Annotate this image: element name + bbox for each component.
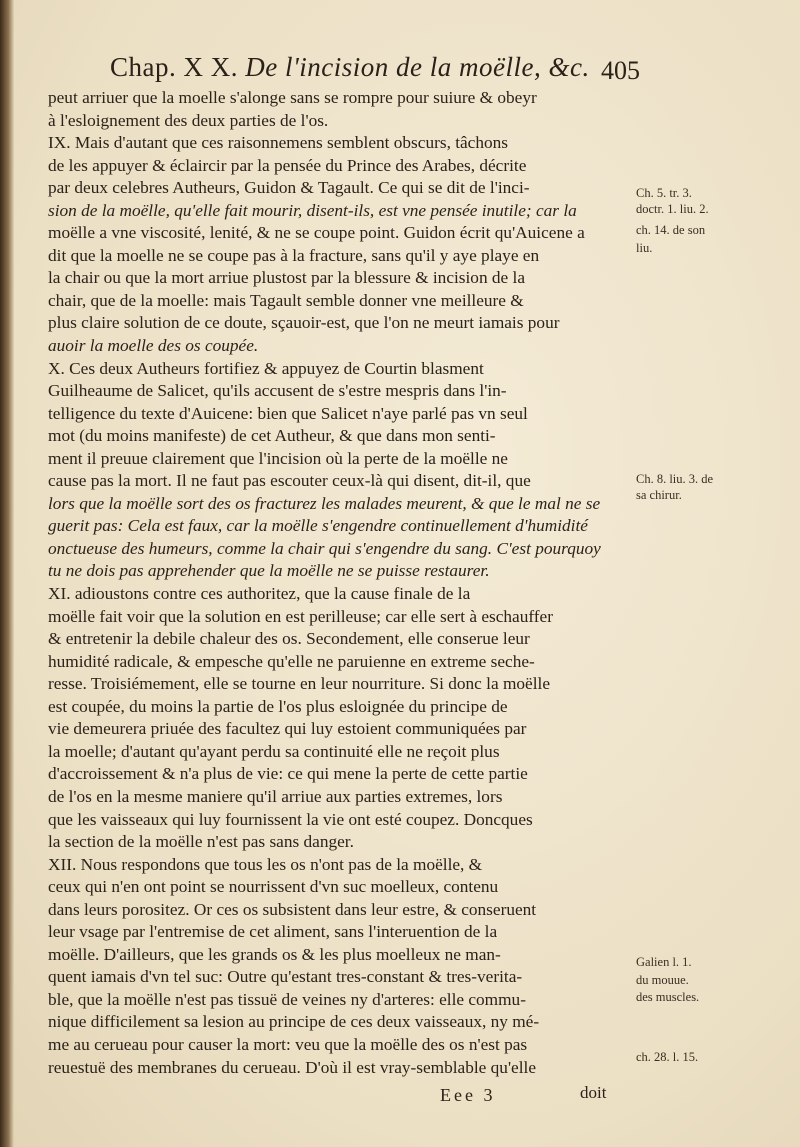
text-line: X. Ces deux Autheurs fortifiez & appuyez de Courtin blasment <box>48 358 484 378</box>
text-line: reuestuë des membranes du cerueau. D'où il est vray-semblable qu'elle <box>48 1057 537 1077</box>
page-number: 405 <box>601 56 640 85</box>
margin-note: ch. 28. l. 15. <box>636 1050 699 1064</box>
margin-note: doctr. 1. liu. 2. <box>636 202 709 216</box>
text-line: lors que la moëlle sort des os fracturez les malades meurent, & que le mal ne se <box>48 493 601 513</box>
text-line: onctueuse des humeurs, comme la chair qui s'engendre du sang. C'est pourquoy <box>48 538 601 558</box>
text-line: humidité radicale, & empesche qu'elle ne paruienne en extreme seche- <box>48 651 535 671</box>
text-line: ment il preuue clairement que l'incision où la perte de la moëlle ne <box>48 448 508 468</box>
body-text <box>48 87 628 1079</box>
text-line: de l'os en la mesme maniere qu'il arriue aux parties extremes, lors <box>48 786 503 806</box>
text-line: vie demeurera priuée des facultez qui luy estoient communiquées par <box>48 719 527 739</box>
text-line: dans leurs porositez. Or ces os subsistent dans leur estre, & conseruent <box>48 899 537 919</box>
catchword: doit <box>580 1083 607 1102</box>
text-line: la moelle; d'autant qu'ayant perdu sa continuité elle ne reçoit plus <box>48 741 500 761</box>
text-line: auoir la moelle des os coupée. <box>48 336 259 356</box>
text-line: ble, que la moëlle n'est pas tissuë de veines ny d'arteres: elle commu- <box>48 989 526 1009</box>
text-line: que les vaisseaux qui luy fournissent la vie ont esté coupez. Doncques <box>48 809 533 829</box>
text-line: me au cerueau pour causer la mort: veu que la moëlle des os n'est pas <box>48 1034 528 1054</box>
margin-note: sa chirur. <box>636 488 682 502</box>
page-gutter <box>0 0 14 1147</box>
text-line: par deux celebres Autheurs, Guidon & Tagault. Ce qui se dit de l'inci- <box>48 178 530 198</box>
text-line: moëlle a vne viscosité, lenité, & ne se coupe point. Guidon écrit qu'Auicene a <box>48 223 585 243</box>
text-line: peut arriuer que la moelle s'alonge sans se rompre pour suiure & obeyr <box>48 88 537 107</box>
text-line: d'accroissement & n'a plus de vie: ce qui mene la perte de cette partie <box>48 764 528 784</box>
text-line: nique difficilement sa lesion au principe de ces deux vaisseaux, ny mé- <box>48 1012 540 1032</box>
text-line: moëlle fait voir que la solution en est perilleuse; car elle sert à eschauffer <box>48 606 553 626</box>
text-line: & entretenir la debile chaleur des os. Secondement, elle conserue leur <box>48 629 530 649</box>
margin-note: Ch. 5. tr. 3. <box>636 186 692 200</box>
text-line: mot (du moins manifeste) de cet Autheur, & que dans mon senti- <box>48 426 496 446</box>
text-line: dit que la moelle ne se coupe pas à la fracture, sans qu'il y aye playe en <box>48 245 540 265</box>
text-line: tu ne dois pas apprehender que la moëlle ne se puisse restaurer. <box>48 561 490 581</box>
text-line: quent iamais d'vn tel suc: Outre qu'estant tres-constant & tres-verita- <box>48 967 523 987</box>
text-line: sion de la moëlle, qu'elle fait mourir, disent-ils, est vne pensée inutile; car la <box>48 200 577 220</box>
margin-note: des muscles. <box>636 990 700 1004</box>
text-line: moëlle. D'ailleurs, que les grands os & les plus moelleux ne man- <box>48 944 501 964</box>
margin-note: du mouue. <box>636 973 689 987</box>
signature-mark: Eee 3 <box>440 1085 496 1105</box>
text-line: XII. Nous respondons que tous les os n'ont pas de la moëlle, & <box>48 854 483 874</box>
text-line: cause pas la mort. Il ne faut pas escouter ceux-là qui disent, dit-il, que <box>48 471 531 491</box>
text-line: de les appuyer & éclaircir par la pensée du Prince des Arabes, décrite <box>48 155 527 175</box>
margin-note: liu. <box>636 241 653 255</box>
text-line: la section de la moëlle n'est pas sans danger. <box>48 832 354 852</box>
text-line: Guilheaume de Salicet, qu'ils accusent de s'estre mespris dans l'in- <box>48 381 507 401</box>
text-line: IX. Mais d'autant que ces raisonnemens semblent obscurs, tâchons <box>48 133 508 153</box>
text-line: ceux qui n'en ont point se nourrissent d'vn suc moelleux, contenu <box>48 877 499 897</box>
text-line: la chair ou que la mort arriue plustost par la blessure & incision de la <box>48 268 526 288</box>
chapter-title: De l'incision de la moëlle, &c. <box>245 52 590 82</box>
text-line: à l'esloignement des deux parties de l'os. <box>48 110 329 130</box>
text-line: resse. Troisiémement, elle se tourne en leur nourriture. Si donc la moëlle <box>48 674 550 694</box>
text-line: plus claire solution de ce doute, sçauoir-est, que l'on ne meurt iamais pour <box>48 313 560 333</box>
margin-note: Ch. 8. liu. 3. de <box>636 472 714 486</box>
running-head <box>110 52 590 83</box>
text-line: chair, que de la moelle: mais Tagault semble donner vne meilleure & <box>48 290 524 310</box>
text-line: telligence du texte d'Auicene: bien que Salicet n'aye parlé pas vn seul <box>48 403 528 423</box>
margin-note: Galien l. 1. <box>636 955 692 969</box>
margin-note: ch. 14. de son <box>636 223 706 237</box>
text-line: guerit pas: Cela est faux, car la moëlle s'engendre continuellement d'humidité <box>48 516 588 536</box>
text-line: XI. adioustons contre ces authoritez, que la cause finale de la <box>48 584 471 604</box>
text-line: est coupée, du moins la partie de l'os plus esloignée du principe de <box>48 696 508 716</box>
page-header <box>110 52 640 92</box>
text-line: leur vsage par l'entremise de cet aliment, sans l'interuention de la <box>48 922 498 942</box>
margin-notes <box>636 0 800 1147</box>
chapter-number: Chap. X X. <box>110 52 238 82</box>
